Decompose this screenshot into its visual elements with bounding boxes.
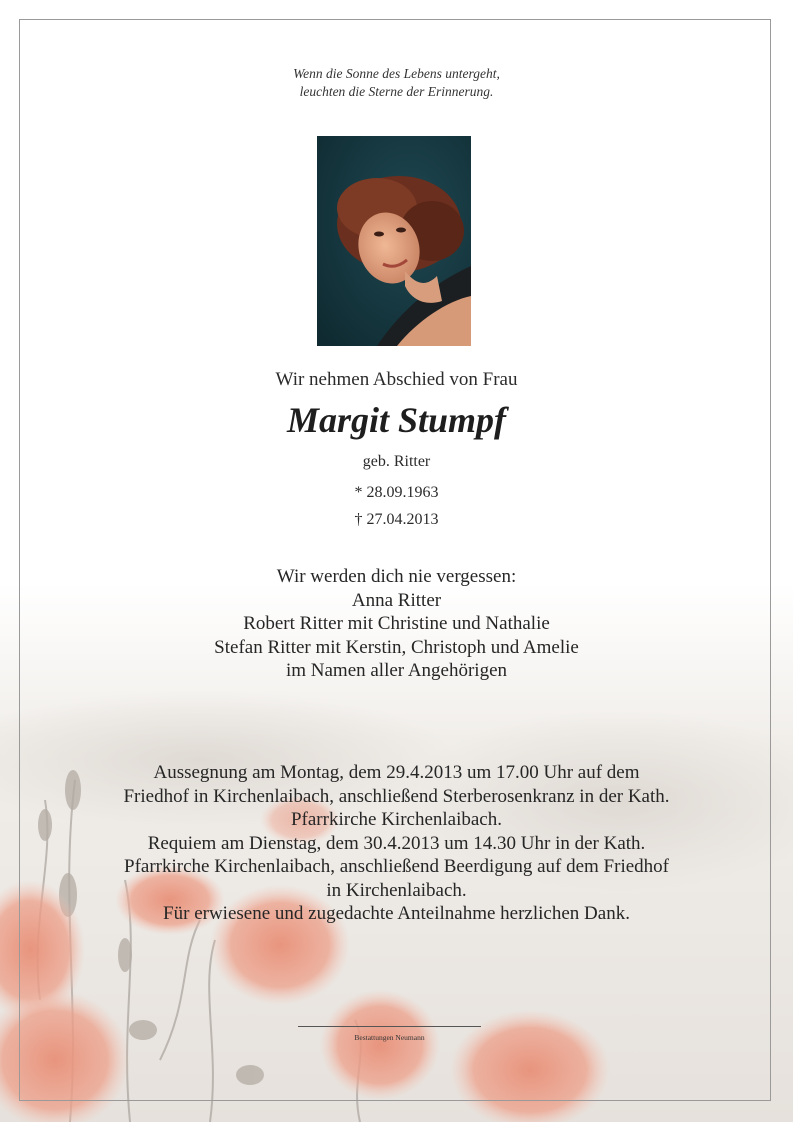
- motto-verse: [0, 65, 793, 101]
- deceased-name: Margit Stumpf: [286, 400, 507, 440]
- motto-line-2: leuchten die Sterne der Erinnerung.: [299, 84, 494, 99]
- portrait-photo: [317, 136, 471, 346]
- undertaker-name: Bestattungen Neumann: [354, 1033, 425, 1042]
- birth-date: * 28.09.1963: [354, 484, 439, 501]
- service-details: [0, 761, 793, 926]
- birth-name: geb. Ritter: [362, 453, 431, 470]
- mourner-line: Anna Ritter: [351, 589, 442, 611]
- service-line: Aussegnung am Montag, dem 29.4.2013 um 17.00 Uhr auf dem: [153, 762, 640, 783]
- service-line: Friedhof in Kirchenlaibach, anschließend Sterberosenkranz in der Kath.: [123, 785, 670, 807]
- mourner-line: im Namen aller Angehörigen: [285, 660, 508, 681]
- farewell-intro: Wir nehmen Abschied von Frau: [275, 369, 518, 390]
- mourners-block: [0, 565, 793, 683]
- mourner-line: Stefan Ritter mit Kerstin, Christoph und Amelie: [214, 636, 579, 658]
- death-date: † 27.04.2013: [354, 511, 439, 528]
- mourner-line: Robert Ritter mit Christine und Nathalie: [243, 613, 550, 634]
- service-line: Pfarrkirche Kirchenlaibach.: [290, 809, 502, 830]
- service-line: Requiem am Dienstag, dem 30.4.2013 um 14.30 Uhr in der Kath.: [147, 832, 646, 854]
- signature-divider: [298, 1026, 481, 1027]
- mourners-heading: Wir werden dich nie vergessen:: [276, 566, 517, 587]
- motto-line-1: Wenn die Sonne des Lebens untergeht,: [293, 66, 500, 81]
- service-line: in Kirchenlaibach.: [326, 879, 467, 901]
- service-line: Für erwiesene und zugedachte Anteilnahme herzlichen Dank.: [163, 903, 630, 924]
- service-line: Pfarrkirche Kirchenlaibach, anschließend Beerdigung auf dem Friedhof: [124, 856, 669, 877]
